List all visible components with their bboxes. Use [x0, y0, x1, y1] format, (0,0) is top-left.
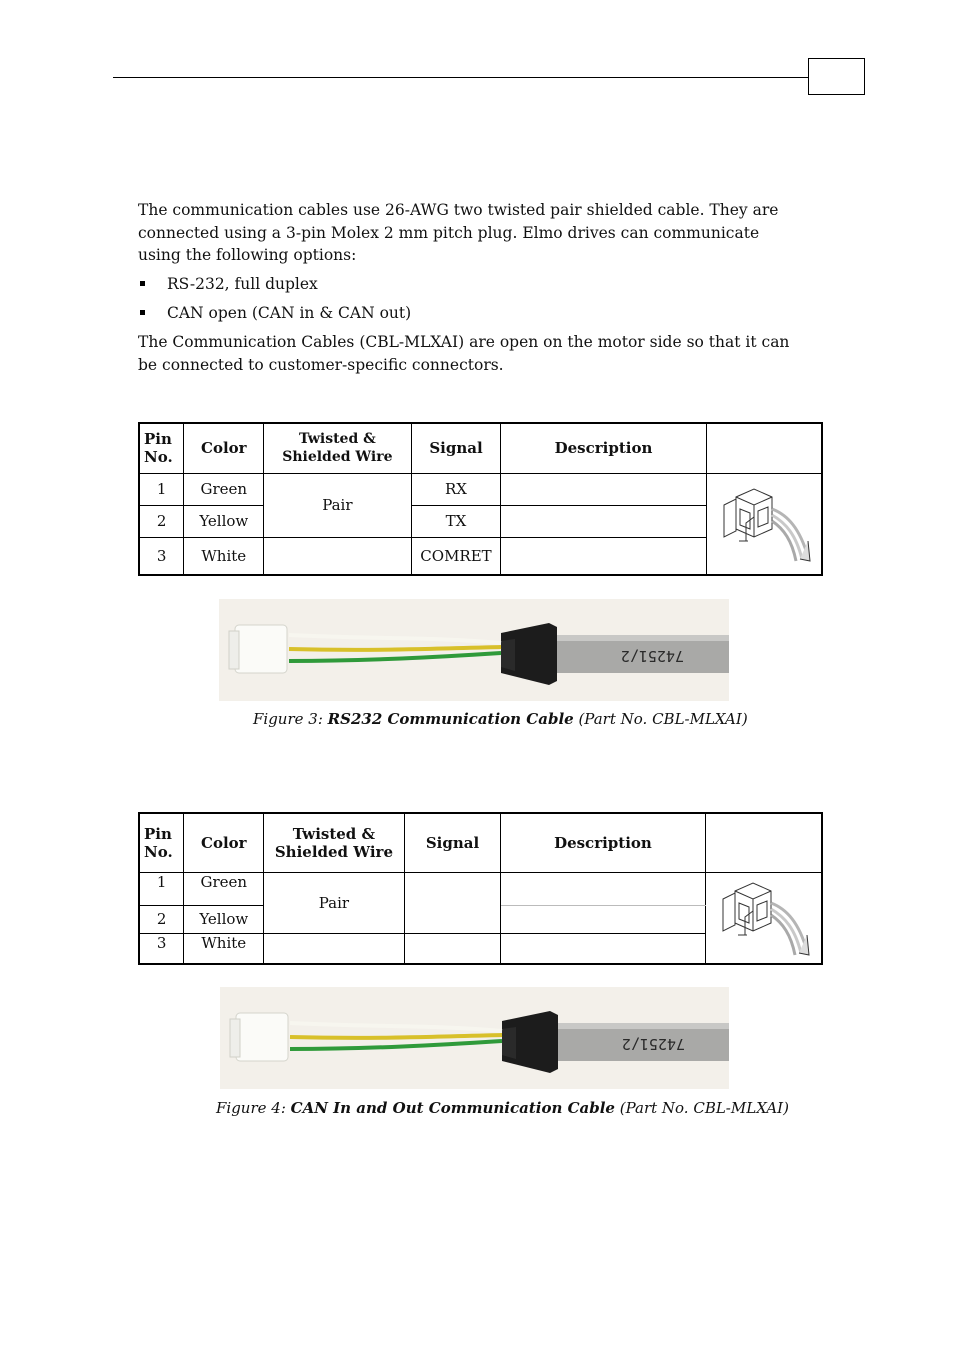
cable-print-text: 74251/2	[620, 647, 684, 665]
header-color: Color	[184, 423, 264, 473]
molex-connector-icon	[714, 479, 814, 565]
header-description: Description	[501, 813, 705, 872]
pin-cell: 2	[139, 905, 184, 933]
signal-cell	[404, 872, 501, 933]
bullet-marker	[140, 281, 145, 286]
signal-cell: COMRET	[411, 537, 501, 575]
description-cell	[501, 872, 705, 905]
header-signal: Signal	[411, 423, 501, 473]
header-connector	[705, 813, 822, 872]
bullet-marker	[140, 310, 145, 315]
header-rule	[113, 77, 808, 78]
color-cell: White	[184, 537, 264, 575]
description-cell	[501, 933, 705, 963]
header-color: Color	[184, 813, 264, 872]
description-cell	[501, 473, 706, 505]
bullet-text: CAN open (CAN in & CAN out)	[167, 304, 412, 322]
cable-photo-image	[219, 599, 729, 701]
color-cell: Yellow	[184, 905, 264, 933]
pin-cell: 2	[139, 505, 184, 537]
header-twisted: Twisted & Shielded Wire	[264, 813, 405, 872]
pin-cell: 3	[139, 933, 184, 963]
bullet-text: RS-232, full duplex	[167, 275, 318, 293]
caption-title: RS232 Communication Cable	[327, 710, 574, 728]
color-cell: Green	[184, 473, 264, 505]
color-cell: White	[184, 933, 264, 963]
pair-cell: Pair	[264, 872, 405, 933]
connector-diagram-cell	[706, 473, 822, 575]
molex-connector-icon	[713, 873, 813, 959]
description-cell	[501, 505, 706, 537]
signal-cell: TX	[411, 505, 501, 537]
pin-cell: 1	[139, 872, 184, 905]
rs232-pin-table	[138, 422, 823, 576]
description-cell	[501, 905, 705, 933]
pair-cell: Pair	[264, 473, 411, 537]
figure4-caption	[216, 1099, 789, 1117]
pin-cell: 3	[139, 537, 184, 575]
caption-prefix: Figure 3:	[253, 710, 328, 728]
caption-suffix: (Part No. CBL-MLXAI)	[614, 1099, 789, 1117]
figure3-cable-photo	[219, 599, 729, 701]
intro-paragraph: The communication cables use 26-AWG two twisted pair shielded cable. They are connected using a 3-pin Molex 2 mm pitch plug. Elmo drives can communicate using the following options:	[138, 201, 779, 264]
color-cell: Green	[184, 872, 264, 905]
figure4-cable-photo	[220, 987, 729, 1089]
figure3-caption	[253, 710, 748, 728]
pin-cell: 1	[139, 473, 184, 505]
cable-print-text: 74251/2	[621, 1035, 685, 1053]
page-number-box	[808, 58, 865, 95]
signal-cell: RX	[411, 473, 501, 505]
table-row	[139, 872, 822, 905]
can-pin-table	[138, 812, 823, 965]
table-row	[139, 473, 822, 505]
header-connector	[706, 423, 822, 473]
color-cell: Yellow	[184, 505, 264, 537]
header-pin: Pin No.	[139, 423, 184, 473]
note-paragraph: The Communication Cables (CBL-MLXAI) are open on the motor side so that it can be connected to customer-specific connectors.	[138, 333, 790, 374]
header-signal: Signal	[404, 813, 501, 872]
caption-title: CAN In and Out Communication Cable	[290, 1099, 615, 1117]
description-cell	[501, 537, 706, 575]
signal-cell	[404, 933, 501, 963]
twisted-cell-empty	[264, 537, 411, 575]
twisted-cell-empty	[264, 933, 405, 963]
header-description: Description	[501, 423, 706, 473]
caption-suffix: (Part No. CBL-MLXAI)	[573, 710, 748, 728]
caption-prefix: Figure 4:	[216, 1099, 291, 1117]
header-pin: Pin No.	[139, 813, 184, 872]
connector-diagram-cell	[705, 872, 822, 964]
header-twisted: Twisted & Shielded Wire	[264, 423, 411, 473]
cable-photo-image	[220, 987, 729, 1089]
